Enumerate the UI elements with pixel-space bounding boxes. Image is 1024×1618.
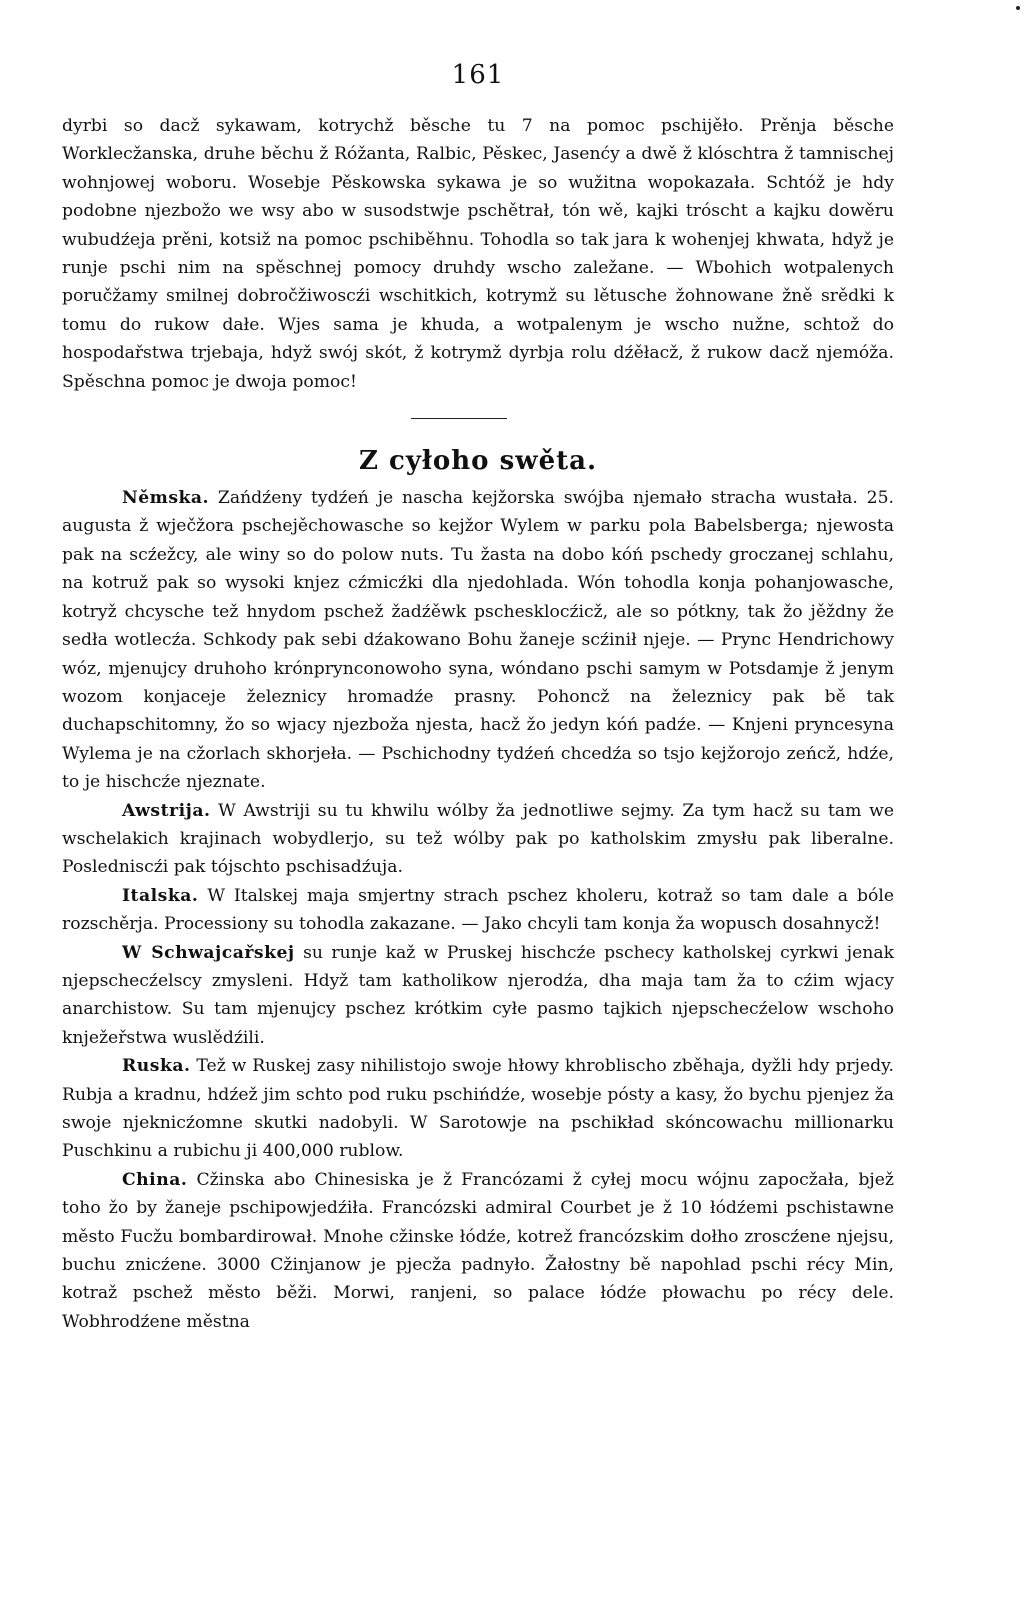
separator-area xyxy=(62,396,894,444)
news-text: W Awstriji su tu khwilu wólby ža jednotliwe sejmy. Za tym hacž su tam we wschelakich krajinach wobydlerjo, su tež wólby pak po katholskim zmysłu pak liberalne. Posledniscźi pak tójschto pschisadźuja. xyxy=(62,800,894,878)
country-heading: Awstrija. xyxy=(122,800,211,821)
news-item-austria xyxy=(62,797,894,882)
country-heading: China. xyxy=(122,1169,188,1190)
news-text: W Italskej maja smjertny strach pschez kholeru, kotraž so tam dale a bóle rozschěrja. Processiony su tohodla zakazane. — Jako chcyli tam konja ža wopusch dosahnycž! xyxy=(62,885,894,935)
news-item-china xyxy=(62,1166,894,1336)
news-item-switzerland xyxy=(62,939,894,1053)
page-number: 161 xyxy=(451,60,505,90)
news-text: Cžinska abo Chinesiska je ž Francózami ž cyłej mocu wójnu zapocžała, bjež toho žo by žaneje pschipowjedźiła. Francózski admiral Courbet je ž 10 łódźemi pschistawne město Fucžu bombardirował. Mnohe cžinske łódźe, kotrež francózskim dołho zroscźene njejsu, buchu znicźene. 3000 Cžinjanow je pjecža padnyło. Žałostny bě napohlad pschi récy Min, kotraž pschež město běži. Morwi, ranjeni, so palace łódźe płowachu po récy dele. Wobhrodźene městna xyxy=(62,1169,894,1332)
news-text: Zańdźeny tydźeń je nascha kejžorska swójba njemało stracha wustała. 25. augusta ž wječžora pschejěchowasche so kejžor Wylem w parku pola Babelsberga; njewosta pak na scźežcy, ale winy so do polow nuts. Tu žasta na dobo kóń pschedy groczanej schlahu, na kotruž pak so wysoki knjez cźmicźki dla njedohlada. Wón tohodla konja pohanjowasche, kotryž chcysche tež hnydom pschež žadźěwk pschesklocźicž, ale so pótkny, tak žo jěždny že sedła wotlecźa. Schkody pak sebi dźakowano Bohu žaneje scźinił njeje. — Prync Hendrichowy wóz, mjenujcy druhoho krónprynconowoho syna, wóndano pschi samym w Potsdamje ž jenym wozom konjaceje železnicy hromadźe prasny. Pohoncž na železnicy pak bě tak duchapschitomny, žo so wjacy njezboža njesta, hacž žo jedyn kóń padźe. — Knjeni pryncesyna Wylema je na cžorlach skhorjeła. — Pschichodny tydźeń chcedźa so tsjo kejžorojo zeńcž, hdźe, to je hischcźe njeznate. xyxy=(62,488,895,793)
news-item-russia xyxy=(62,1052,894,1166)
document-page xyxy=(62,58,894,1336)
country-heading: Němska. xyxy=(122,488,210,509)
country-heading: Ruska. xyxy=(122,1056,191,1077)
news-text: su runje kaž w Pruskej hischcźe pschecy katholskej cyrkwi jenak njepschecźelscy zmysleni. Hdyž tam katholikow njerodźa, dha maja tam ža to cźim wjacy anarchistow. Su tam mjenujcy pschez krótkim cyłe pasmo tajkich njepschecźelow wschoho knježeřstwa wuslědźili. xyxy=(62,942,894,1048)
news-item-germany xyxy=(62,484,894,796)
section-heading: Z cyłoho swěta. xyxy=(358,446,598,477)
news-item-italy xyxy=(62,882,894,939)
separator-rule xyxy=(411,418,507,419)
page-edge-mark xyxy=(1016,6,1020,10)
country-heading: Italska. xyxy=(122,885,199,906)
news-text: Tež w Ruskej zasy nihilistojo swoje hłowy khroblischo zběhaja, dyžli hdy prjedy. Rubja a kradnu, hdźež jim schto pod ruku pschińdźe, wosebje pósty a kasy, žo bychu pjenjez ža swoje njeknicźomne skutki nadobyli. W Sarotowje na pschikład skóncowachu millionarku Puschkinu a rubichu ji 400,000 rublow. xyxy=(62,1056,895,1162)
country-heading: W Schwajcařskej xyxy=(122,942,295,963)
intro-paragraph: dyrbi so dacž sykawam, kotrychž běsche tu 7 na pomoc pschijěło. Prěnja běsche Worklecžanska, druhe běchu ž Róžanta, Ralbic, Pěskec, Jasenćy a dwě ž klóschtra ž tamnischej wohnjowej woboru. Wosebje Pěskowska sykawa je so wužitna wopokazała. Schtóž je hdy podobne njezbožo we wsy abo w susodstwje pschětrał, tón wě, kajki tróscht a kajku dowěru wubudźeja prěni, kotsiž na pomoc pschiběhnu. Tohodla so tak jara k wohenjej khwata, hdyž je runje pschi nim na spěschnej pomocy druhdy wscho zaležane. — Wbohich wotpalenych poručžamy smilnej dobročžiwoscźi wschitkich, kotrymž su lětusche žohnowane žně srědki k tomu do rukow dałe. Wjes sama je khuda, a wotpalenym je wscho nužne, schtož do hospodařstwa trjebaja, hdyž swój skót, ž kotrymž dyrbja rolu dźěłacž, ž rukow dacž njemóža. Spěschna pomoc je dwoja pomoc! xyxy=(62,116,894,392)
